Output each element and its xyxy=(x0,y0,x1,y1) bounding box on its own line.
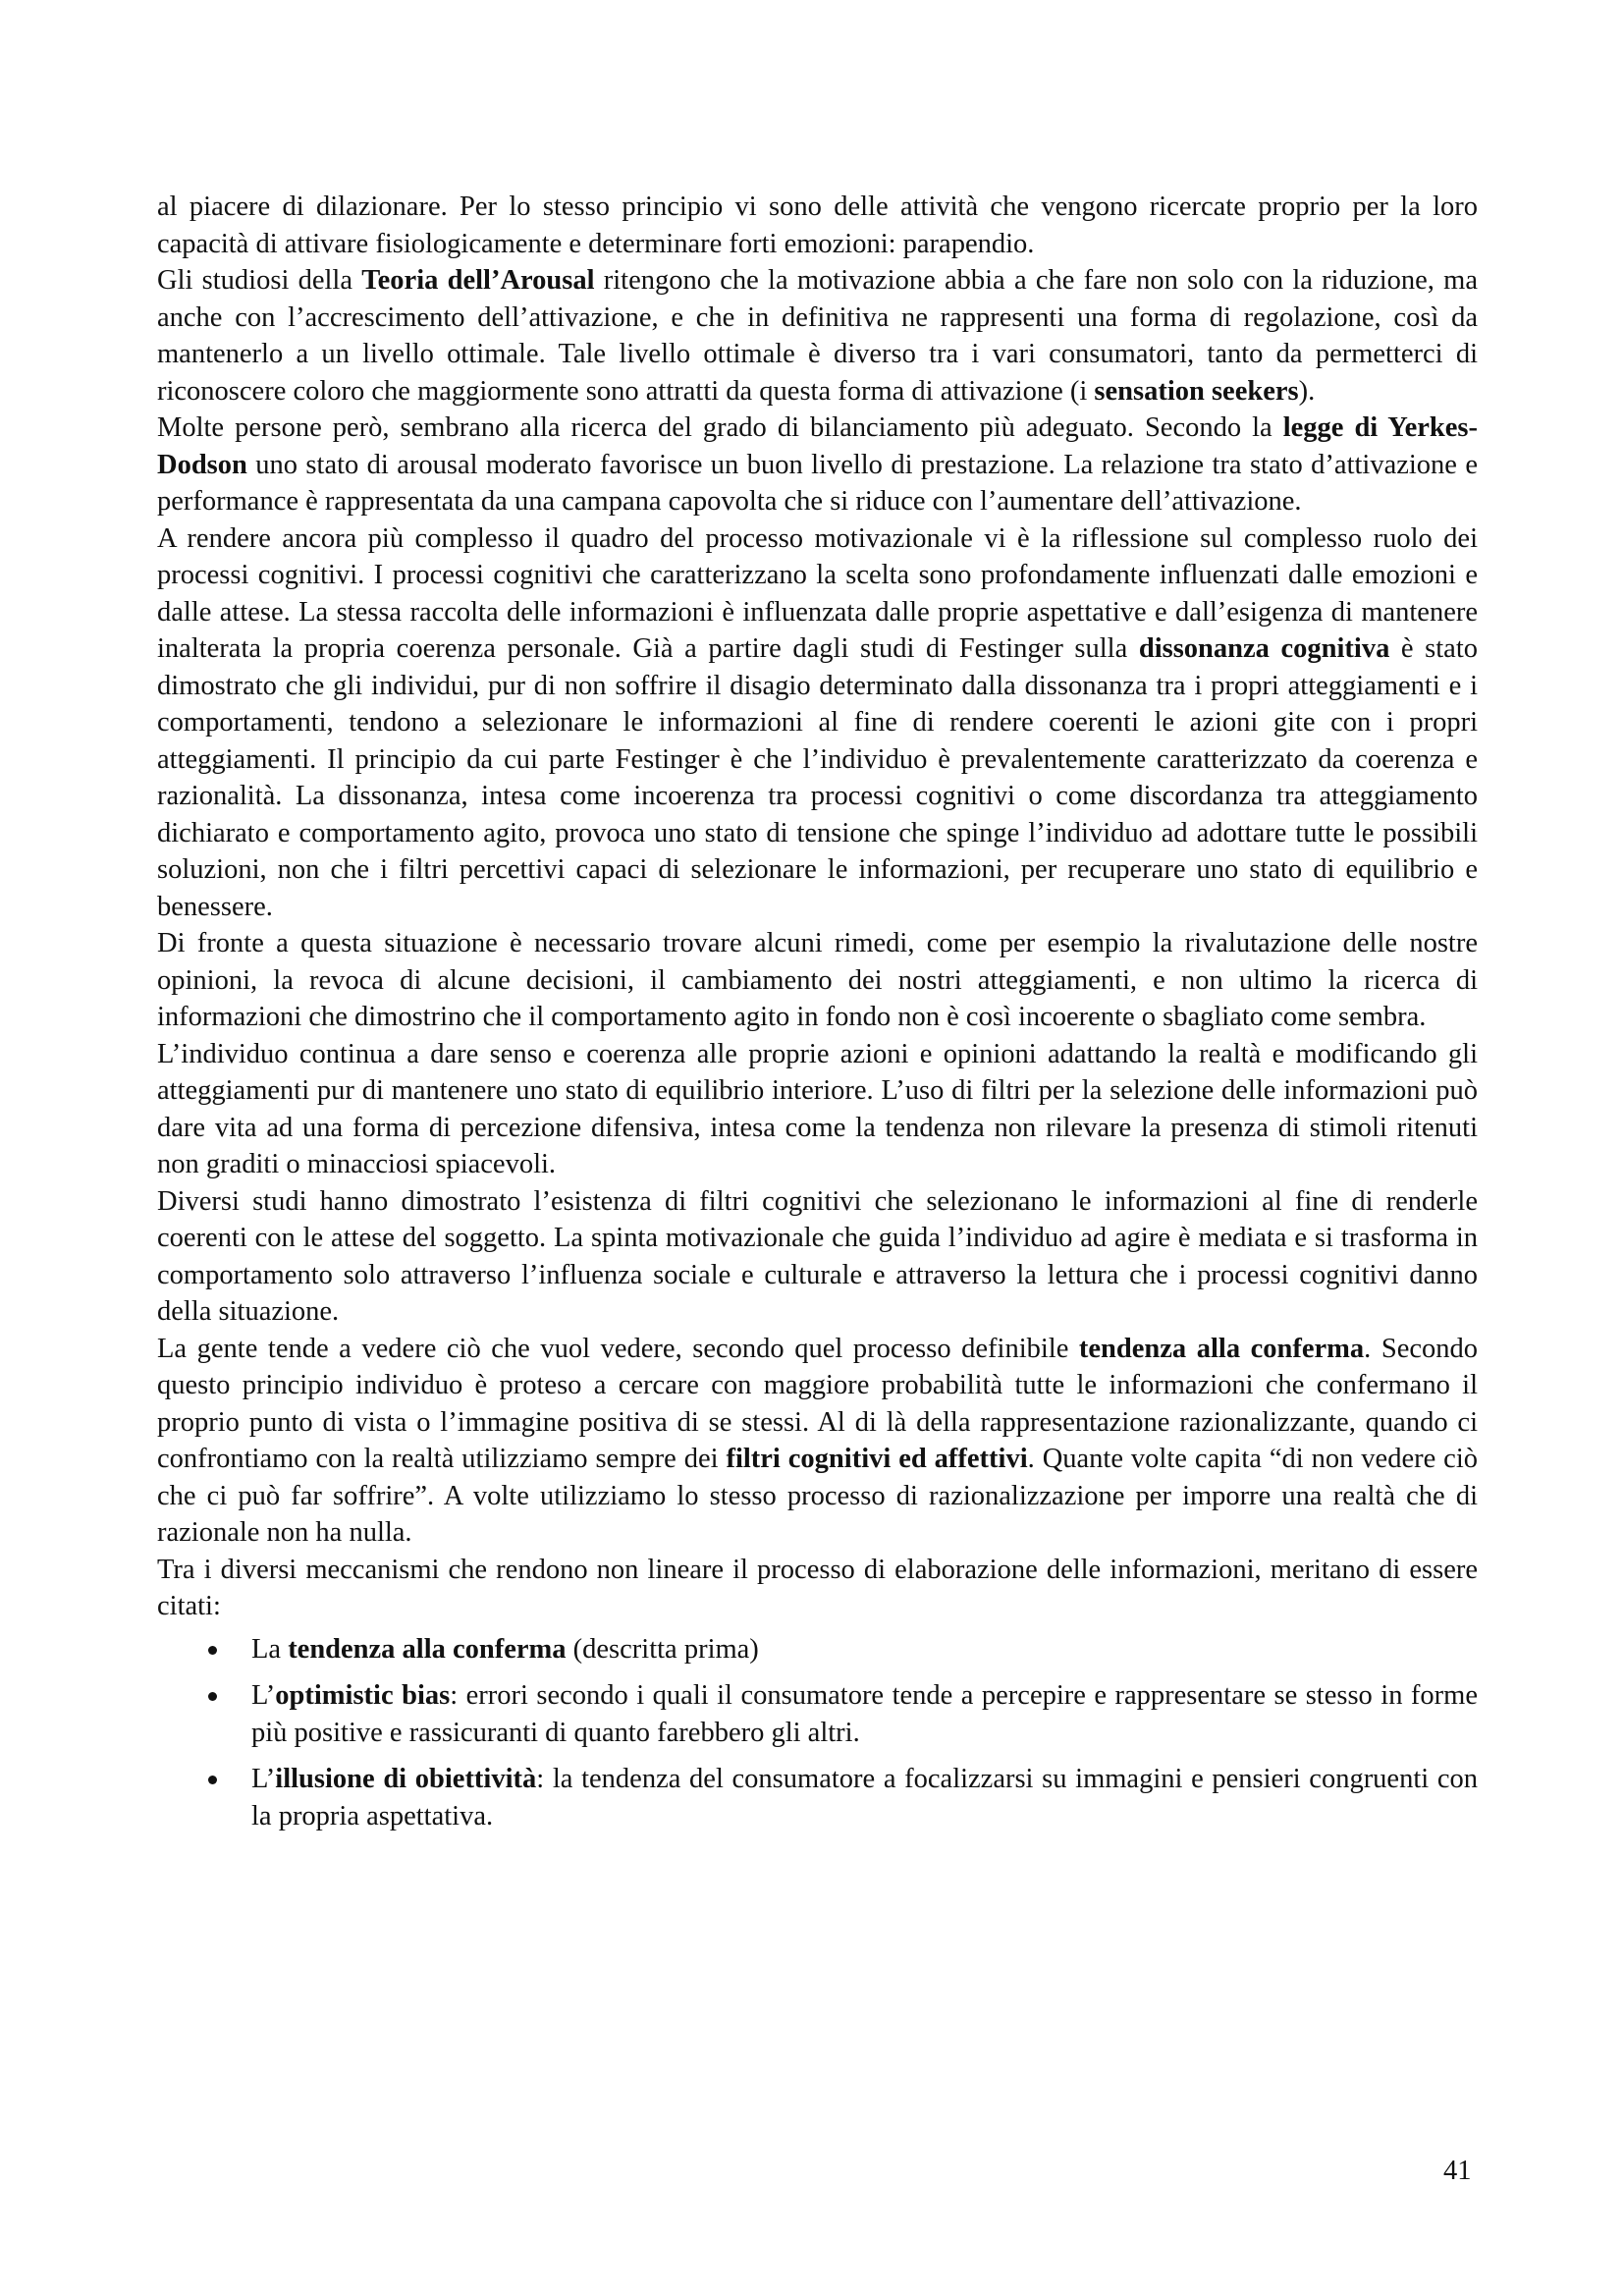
bullet-item xyxy=(157,1761,1478,1834)
text-run: . Quante volte capita “di non vedere ciò che ci può far soffrire”. A volte utilizziamo lo stesso processo di razionalizzazione per imporre una realtà che di razionale non ha nulla. xyxy=(157,1444,1478,1548)
text-run: : la tendenza del consumatore a focalizzarsi su immagini e pensieri congruenti con la propria aspettativa. xyxy=(251,1764,1478,1831)
text-run: La xyxy=(251,1633,289,1665)
text-run: . Secondo questo principio individuo è proteso a cercare con maggiore probabilità tutte le informazioni che confermano il proprio punto di vista o l’immagine positiva di se stessi. Al di là della rappresentazione razionalizzante, quando ci confrontiamo con la realtà utilizziamo sempre dei xyxy=(157,1333,1479,1474)
text-run: A rendere ancora più complesso il quadro del processo motivazionale vi è la riflessione sul complesso ruolo dei processi cognitivi. I processi cognitivi che caratterizzano la scelta sono profondamente influenzati dalle emozioni e dalle attese. La stessa raccolta delle informazioni è influenzata dalle proprie aspettative e dall’esigenza di mantenere inalterata la propria coerenza personale. Già a partire dagli studi di Festinger sulla xyxy=(157,522,1478,664)
paragraph xyxy=(157,410,1478,520)
bold-term: tendenza alla conferma xyxy=(1078,1333,1365,1364)
page-number: 41 xyxy=(1443,2156,1472,2186)
paragraph xyxy=(157,1331,1478,1552)
paragraph xyxy=(157,189,1478,262)
text-run: ). xyxy=(1298,375,1316,407)
bold-term: Teoria dell’Arousal xyxy=(361,265,595,296)
bold-term: sensation seekers xyxy=(1094,375,1299,407)
text-run: : errori secondo i quali il consumatore tende a percepire e rappresentare se stesso in forme più positive e rassicuranti di quanto farebbero gli altri. xyxy=(251,1680,1478,1748)
text-run: (descritta prima) xyxy=(566,1633,759,1665)
bullet-dot-icon xyxy=(208,1776,217,1784)
text-run: L’ xyxy=(251,1680,276,1711)
bullet-item xyxy=(157,1631,1478,1668)
text-run: è stato dimostrato che gli individui, pur di non soffrire il disagio determinato dalla dissonanza tra i propri atteggiamenti e i comportamenti, tendono a selezionare le informazioni al fine di rendere coerenti le azioni gite con i propri atteggiamenti. Il principio da cui parte Festinger è che l’individuo è prevalentemente caratterizzato da coerenza e razionalità. La dissonanza, intesa come incoerenza tra processi cognitivi o come discordanza tra atteggiamento dichiarato e comportamento agito, provoca uno stato di tensione che spinge l’individuo ad adottare tutte le possibili soluzioni, non che i filtri percettivi capaci di selezionare le informazioni, per recuperare uno stato di equilibrio e benessere. xyxy=(157,633,1478,922)
text-run: al piacere di dilazionare. Per lo stesso principio vi sono delle attività che vengono ricercate proprio per la loro capacità di attivare fisiologicamente e determinare forti emozioni: parapendio. xyxy=(157,191,1478,259)
paragraph xyxy=(157,262,1478,410)
document-page xyxy=(157,189,1478,1844)
bullet-item xyxy=(157,1677,1478,1751)
bullet-dot-icon xyxy=(208,1692,217,1701)
text-run: ritengono che la motivazione abbia a che fare non solo con la riduzione, ma anche con l’accrescimento dell’attivazione, e che in definitiva ne rappresenti una forma di regolazione, così da mantenerlo a un livello ottimale. Tale livello ottimale è diverso tra i vari consumatori, tanto da permetterci di riconoscere coloro che maggiormente sono attratti da questa forma di attivazione (i xyxy=(157,265,1478,407)
bold-term: tendenza alla conferma xyxy=(288,1633,567,1665)
text-run: L’individuo continua a dare senso e coerenza alle proprie azioni e opinioni adattando la realtà e modificando gli atteggiamenti pur di mantenere uno stato di equilibrio interiore. L’uso di filtri per la selezione delle informazioni può dare vita ad una forma di percezione difensiva, intesa come la tendenza non rilevare la presenza di stimoli ritenuti non graditi o minacciosi spiacevoli. xyxy=(157,1038,1478,1179)
text-run: Molte persone però, sembrano alla ricerca del grado di bilanciamento più adeguato. Secondo la xyxy=(157,412,1283,443)
paragraph xyxy=(157,1552,1478,1625)
bold-term: filtri cognitivi ed affettivi xyxy=(726,1444,1028,1474)
paragraph xyxy=(157,925,1478,1036)
bold-term: legge di Yerkes-Dodson xyxy=(157,412,1479,480)
text-run: Diversi studi hanno dimostrato l’esistenza di filtri cognitivi che selezionano le informazioni al fine di renderle coerenti con le attese del soggetto. La spinta motivazionale che guida l’individuo ad agire è mediata e si trasforma in comportamento solo attraverso l’influenza sociale e culturale e attraverso la lettura che i processi cognitivi danno della situazione. xyxy=(157,1185,1478,1327)
bold-term: illusione di obiettività xyxy=(275,1764,537,1794)
paragraph xyxy=(157,1036,1478,1183)
text-run: L’ xyxy=(251,1764,276,1794)
paragraph xyxy=(157,520,1478,926)
text-run: Tra i diversi meccanismi che rendono non lineare il processo di elaborazione delle informazioni, meritano di essere citati: xyxy=(157,1554,1478,1621)
paragraph xyxy=(157,1183,1478,1331)
body-text xyxy=(157,189,1478,1625)
text-run: La gente tende a vedere ciò che vuol vedere, secondo quel processo definibile xyxy=(157,1333,1079,1364)
text-run: Gli studiosi della xyxy=(157,265,362,296)
text-run: uno stato di arousal moderato favorisce un buon livello di prestazione. La relazione tra stato d’attivazione e performance è rappresentata da una campana capovolta che si riduce con l’aumentare dell’attivazione. xyxy=(157,449,1478,517)
bullet-dot-icon xyxy=(208,1646,217,1655)
bold-term: dissonanza cognitiva xyxy=(1138,633,1390,664)
bullet-list xyxy=(157,1631,1478,1835)
text-run: Di fronte a questa situazione è necessario trovare alcuni rimedi, come per esempio la rivalutazione delle nostre opinioni, la revoca di alcune decisioni, il cambiamento dei nostri atteggiamenti, e non ultimo la ricerca di informazioni che dimostrino che il comportamento agito in fondo non è così incoerente o sbagliato come sembra. xyxy=(157,928,1478,1032)
bold-term: optimistic bias xyxy=(275,1680,451,1711)
